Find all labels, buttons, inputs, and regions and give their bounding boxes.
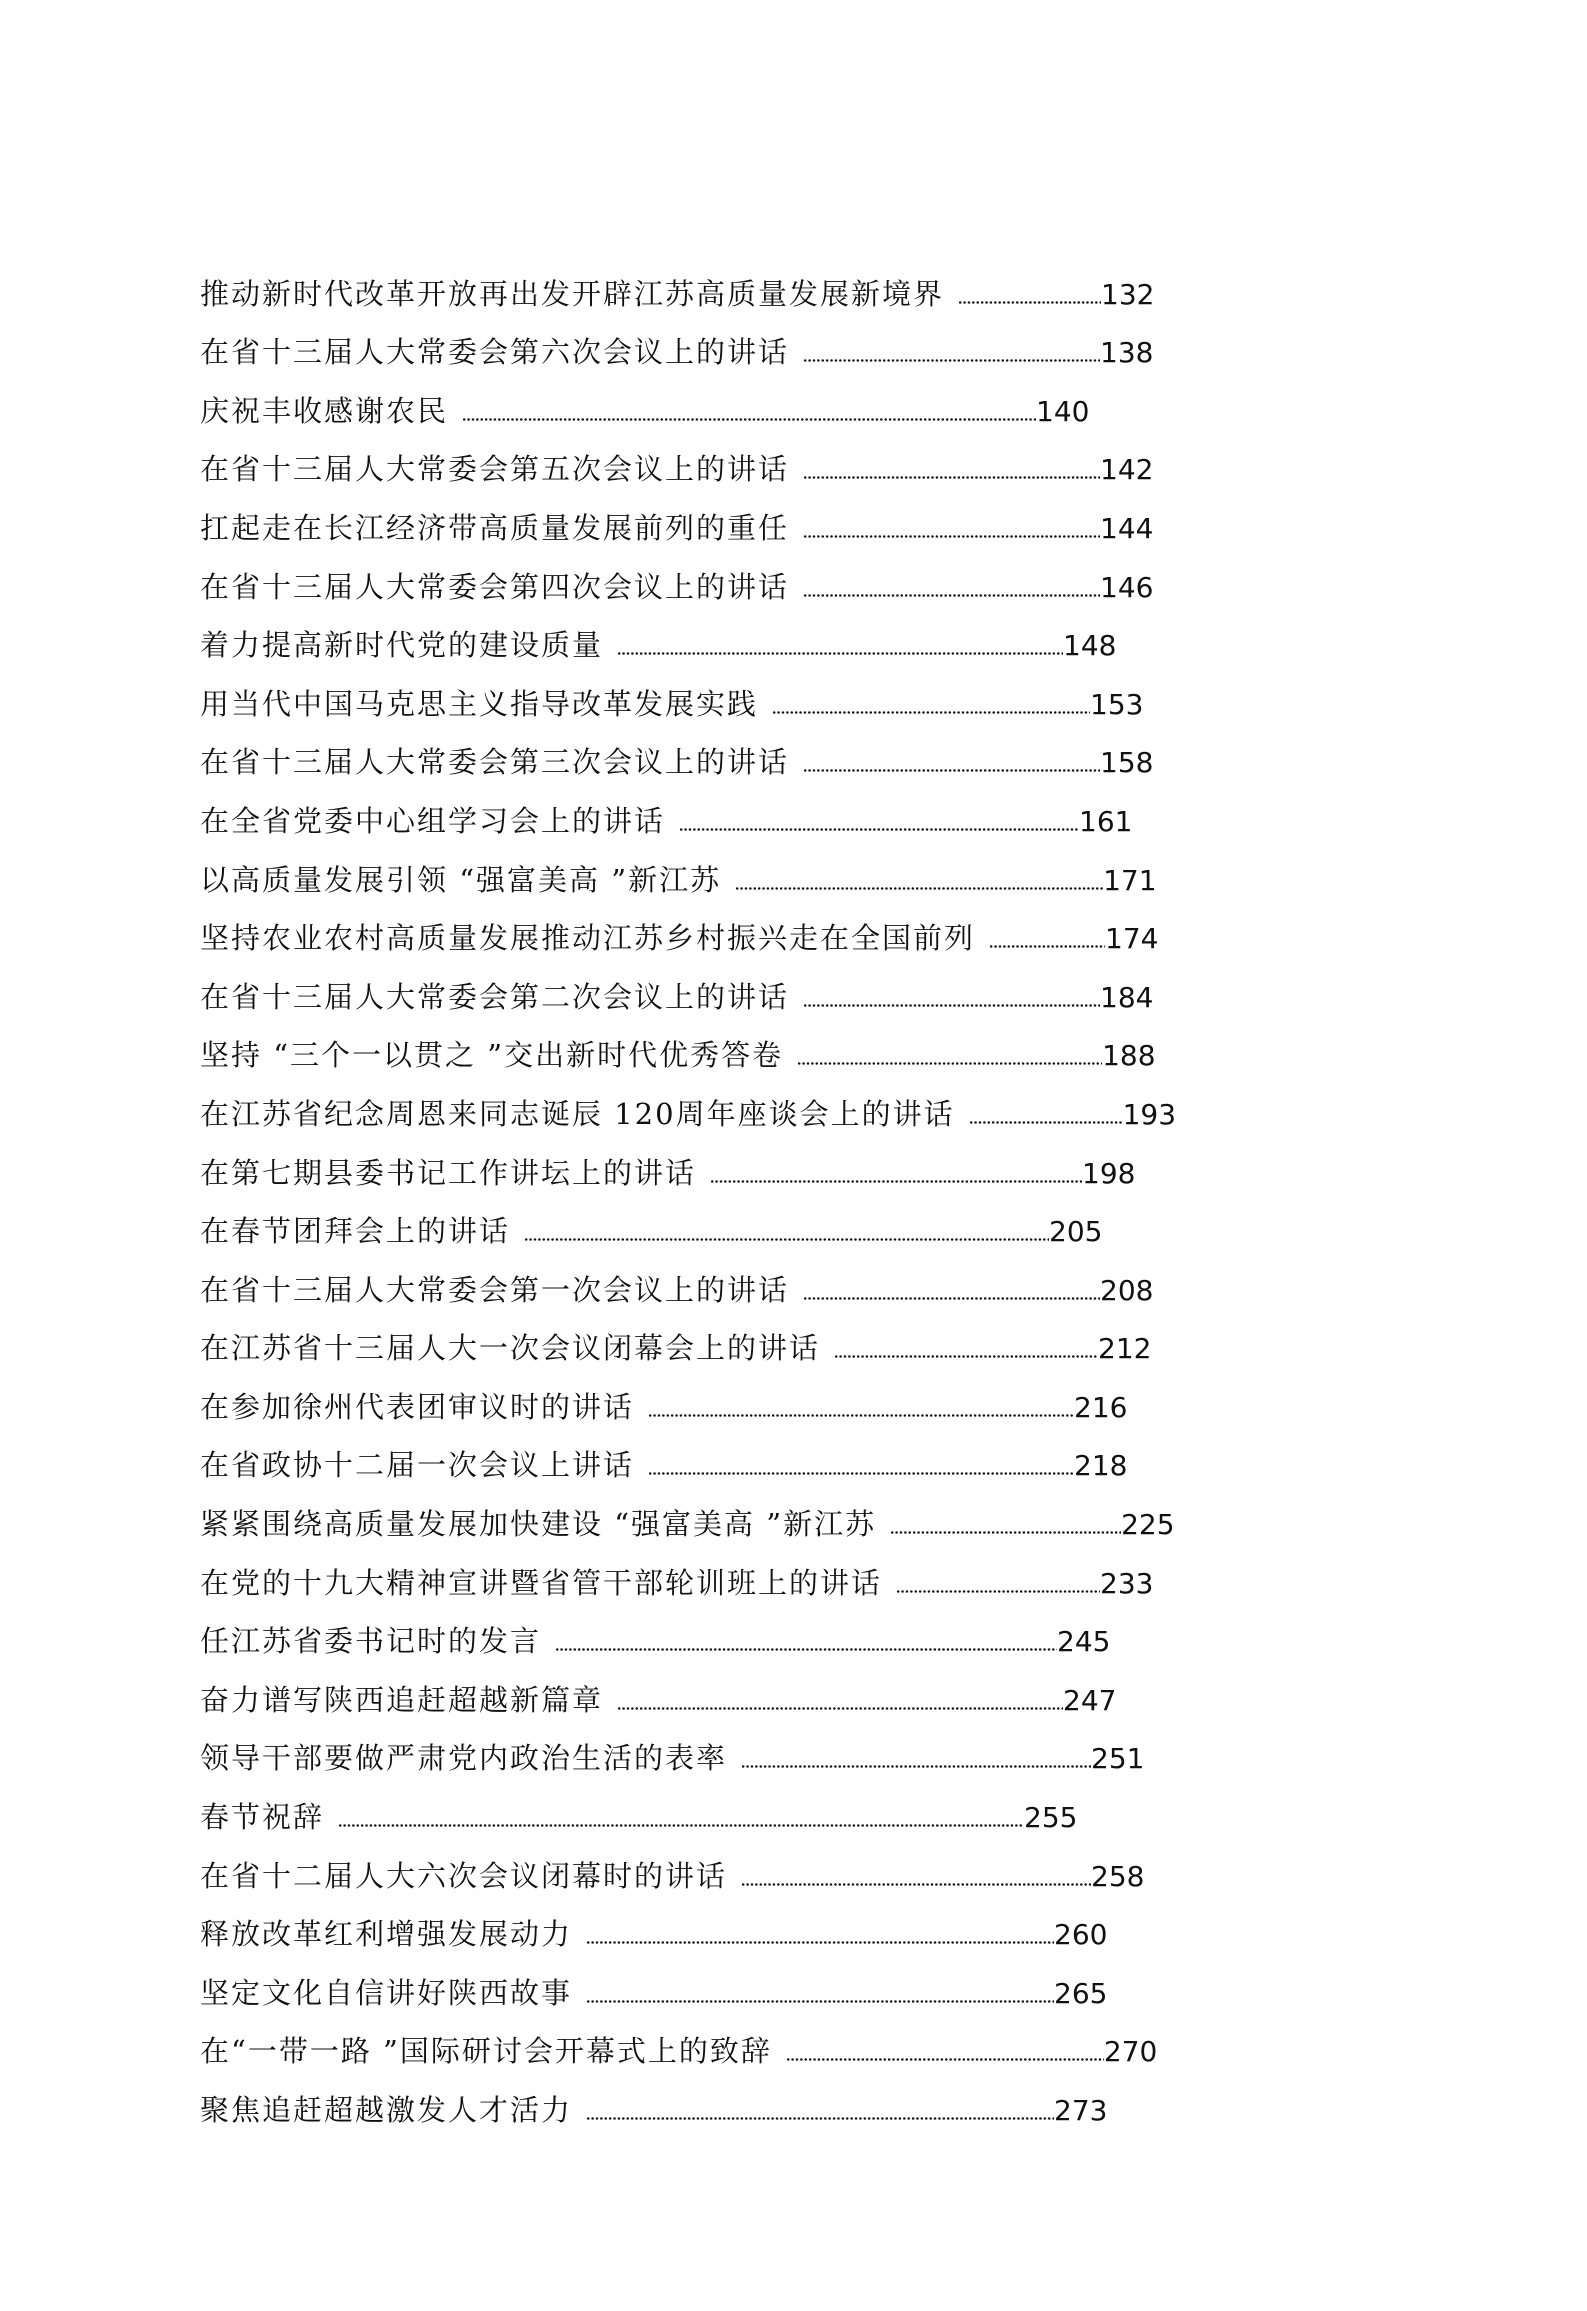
toc-entry[interactable]	[200, 1832, 1500, 1891]
dot-leader	[803, 341, 1100, 363]
toc-entry-page: 233	[1100, 1566, 1154, 1600]
toc-entry[interactable]	[200, 1949, 1500, 2008]
dot-leader	[786, 2040, 1104, 2062]
toc-entry[interactable]	[200, 1422, 1500, 1481]
dot-leader	[555, 1630, 1057, 1652]
dot-leader	[772, 693, 1090, 715]
toc-entry-page: 208	[1100, 1273, 1154, 1307]
dot-leader	[735, 869, 1103, 891]
toc-entry-title: 任江苏省委书记时的发言	[200, 1624, 542, 1659]
toc-entry-page: 205	[1049, 1215, 1103, 1249]
toc-entry-title: 在参加徐州代表团审议时的讲话	[200, 1389, 635, 1424]
toc-entry-title: 在省十三届人大常委会第六次会议上的讲话	[200, 335, 790, 370]
toc-entry[interactable]	[200, 250, 1500, 309]
toc-entry-title: 以高质量发展引领 “强富美高 ”新江苏	[200, 862, 722, 897]
toc-entry-page: 153	[1090, 687, 1144, 721]
dot-leader	[797, 1044, 1102, 1066]
dot-leader	[617, 1689, 1063, 1711]
toc-entry-page: 255	[1024, 1801, 1078, 1835]
toc-entry-title: 推动新时代改革开放再出发开辟江苏高质量发展新境界	[200, 276, 945, 311]
dot-leader	[803, 986, 1100, 1008]
toc-entry-title: 在省十三届人大常委会第五次会议上的讲话	[200, 452, 790, 487]
dot-leader	[890, 1513, 1121, 1535]
toc-entry[interactable]	[200, 1305, 1500, 1364]
toc-entry-page: 174	[1105, 922, 1159, 956]
toc-entry-title: 释放改革红利增强发展动力	[200, 1917, 573, 1952]
dot-leader	[989, 927, 1105, 949]
toc-entry-title: 在江苏省十三届人大一次会议闭幕会上的讲话	[200, 1331, 821, 1366]
toc-entry[interactable]	[200, 1363, 1500, 1422]
toc-entry[interactable]	[200, 1656, 1500, 1715]
toc-entry-page: 138	[1100, 336, 1154, 370]
toc-entry-title: 紧紧围绕高质量发展加快建设 “强富美高 ”新江苏	[200, 1507, 877, 1542]
toc-entry-title: 春节祝辞	[200, 1800, 325, 1835]
toc-entry[interactable]	[200, 1129, 1500, 1188]
toc-entry[interactable]	[200, 1773, 1500, 1835]
toc-entry-title: 用当代中国马克思主义指导改革发展实践	[200, 686, 759, 721]
toc-entry-page: 251	[1091, 1742, 1145, 1776]
toc-entry-page: 161	[1079, 804, 1133, 838]
toc-entry[interactable]	[200, 895, 1500, 954]
toc-entry-page: 218	[1074, 1449, 1128, 1483]
dot-leader	[969, 1103, 1123, 1125]
dot-leader	[803, 1279, 1100, 1301]
dot-leader	[896, 1572, 1100, 1594]
toc-entry-title: 在省十三届人大常委会第一次会议上的讲话	[200, 1272, 790, 1307]
toc-entry-page: 132	[1101, 277, 1155, 311]
dot-leader	[338, 1806, 1024, 1828]
dot-leader	[648, 1454, 1074, 1476]
dot-leader	[524, 1220, 1049, 1242]
toc-entry-page: 184	[1100, 980, 1154, 1014]
toc-entry[interactable]	[200, 836, 1500, 895]
toc-entry[interactable]	[200, 1012, 1500, 1071]
toc-entry-title: 在省十三届人大常委会第二次会议上的讲话	[200, 979, 790, 1014]
toc-entry-title: 庆祝丰收感谢农民	[200, 393, 449, 428]
toc-entry-page: 158	[1100, 746, 1154, 780]
dot-leader	[741, 1747, 1091, 1769]
toc-entry[interactable]	[200, 1539, 1500, 1598]
toc-entry[interactable]	[200, 777, 1500, 836]
toc-entry-page: 148	[1063, 629, 1117, 663]
toc-entry-title: 扛起走在长江经济带高质量发展前列的重任	[200, 510, 790, 545]
toc-entry-title: 在省十二届人大六次会议闭幕时的讲话	[200, 1858, 728, 1893]
dot-leader	[617, 634, 1063, 656]
dot-leader	[741, 1865, 1091, 1887]
dot-leader	[834, 1337, 1098, 1359]
toc-entry[interactable]	[200, 309, 1500, 368]
toc-entry[interactable]	[200, 602, 1500, 661]
toc-entry[interactable]	[200, 1891, 1500, 1950]
toc-entry-title: 坚定文化自信讲好陕西故事	[200, 1975, 573, 2010]
dot-leader	[803, 751, 1100, 773]
toc-entry-title: 在党的十九大精神宣讲暨省管干部轮训班上的讲话	[200, 1565, 883, 1600]
toc-entry[interactable]	[200, 426, 1500, 485]
toc-entry-page: 265	[1054, 1976, 1108, 2010]
toc-entry[interactable]	[200, 1188, 1500, 1247]
toc-entry-title: 在第七期县委书记工作讲坛上的讲话	[200, 1155, 697, 1190]
toc-entry-page: 258	[1091, 1859, 1145, 1893]
toc-entry-page: 142	[1100, 453, 1154, 487]
toc-entry[interactable]	[200, 1070, 1500, 1129]
toc-entry-title: 奋力谱写陕西追赶超越新篇章	[200, 1682, 604, 1717]
dot-leader	[586, 1923, 1054, 1945]
dot-leader	[958, 283, 1101, 305]
toc-entry-title: 领导干部要做严肃党内政治生活的表率	[200, 1741, 728, 1776]
toc-entry[interactable]	[200, 1246, 1500, 1305]
toc-entry[interactable]	[200, 2008, 1500, 2067]
dot-leader	[803, 517, 1100, 539]
toc-entry-title: 在春节团拜会上的讲话	[200, 1214, 511, 1249]
toc-entry[interactable]	[200, 1480, 1500, 1542]
toc-entry-page: 245	[1057, 1625, 1111, 1659]
dot-leader	[586, 1982, 1054, 2004]
toc-entry-page: 146	[1100, 570, 1154, 604]
dot-leader	[648, 1396, 1074, 1418]
toc-entry-title: 在省十三届人大常委会第三次会议上的讲话	[200, 745, 790, 780]
toc-entry-page: 193	[1122, 1097, 1177, 1131]
toc-entry[interactable]	[200, 1715, 1500, 1774]
dot-leader	[803, 576, 1100, 598]
toc-entry-title: 在“一带一路 ”国际研讨会开幕式上的致辞	[200, 2034, 772, 2069]
toc-entry[interactable]	[200, 719, 1500, 778]
toc-entry-title: 在省政协十二届一次会议上讲话	[200, 1448, 635, 1483]
toc-entry-title: 在全省党委中心组学习会上的讲话	[200, 803, 666, 838]
toc-entry-title: 在省十三届人大常委会第四次会议上的讲话	[200, 569, 790, 604]
dot-leader	[679, 810, 1079, 832]
dot-leader	[586, 2099, 1054, 2121]
toc-entry-title: 坚持农业农村高质量发展推动江苏乡村振兴走在全国前列	[200, 921, 976, 956]
toc-entry-page: 188	[1102, 1039, 1156, 1073]
toc-entry[interactable]	[200, 660, 1500, 719]
toc-entry[interactable]	[200, 2066, 1500, 2125]
dot-leader	[803, 458, 1100, 480]
toc-entry[interactable]	[200, 953, 1500, 1012]
toc-entry-page: 144	[1100, 511, 1154, 545]
toc-entry-page: 171	[1103, 863, 1157, 897]
toc-entry-page: 216	[1074, 1390, 1128, 1424]
toc-entry[interactable]	[200, 1598, 1500, 1657]
dot-leader	[462, 400, 1036, 422]
toc-entry-page: 198	[1082, 1156, 1136, 1190]
toc-entry-page: 247	[1063, 1683, 1117, 1717]
toc-entry[interactable]	[200, 543, 1500, 602]
toc-entry-title: 着力提高新时代党的建设质量	[200, 628, 604, 663]
toc-entry-page: 140	[1036, 394, 1090, 428]
toc-entry-page: 212	[1098, 1332, 1152, 1366]
toc-entry-page: 270	[1103, 2035, 1158, 2069]
toc-entry-title: 在江苏省纪念周恩来同志诞辰 120周年座谈会上的讲话	[200, 1096, 955, 1131]
toc-entry[interactable]	[200, 484, 1500, 543]
toc-entry-title: 聚焦追赶超越激发人才活力	[200, 2093, 573, 2127]
toc-entry-page: 225	[1121, 1508, 1175, 1542]
dot-leader	[710, 1162, 1082, 1184]
toc-entry[interactable]	[200, 367, 1500, 426]
toc-entry-page: 260	[1054, 1918, 1108, 1952]
toc-entry-page: 273	[1054, 2094, 1108, 2127]
table-of-contents	[200, 250, 1500, 2125]
toc-entry-title: 坚持 “三个一以贯之 ”交出新时代优秀答卷	[200, 1038, 784, 1073]
